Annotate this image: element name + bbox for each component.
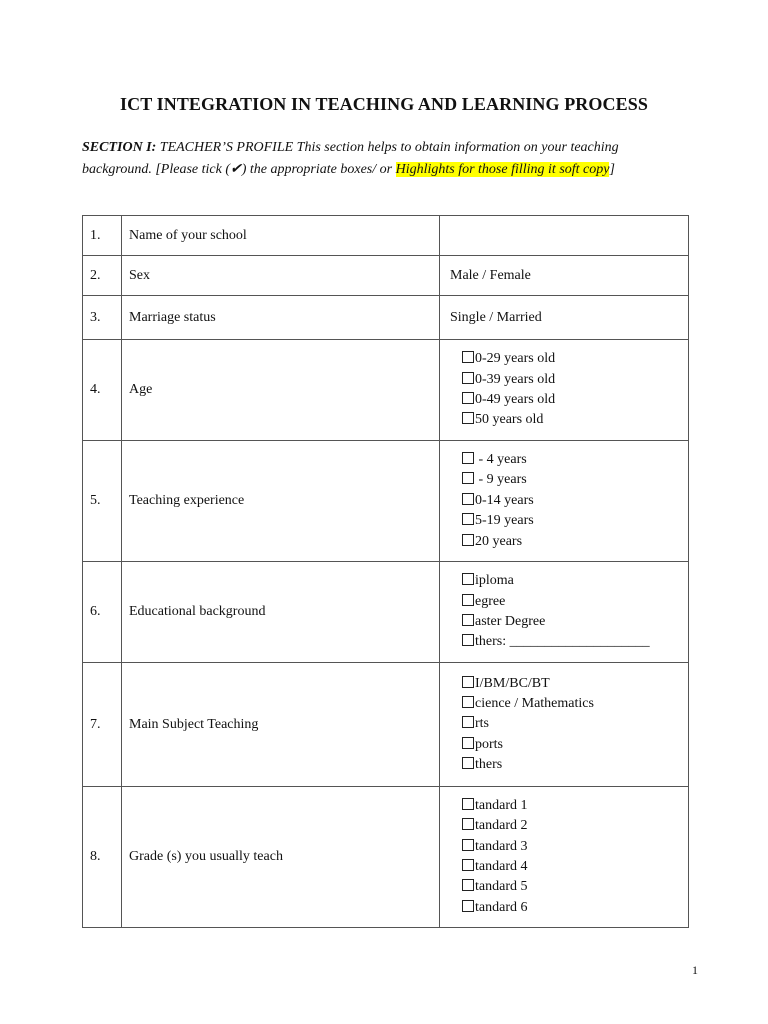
option-experience[interactable] xyxy=(462,532,688,552)
table-row xyxy=(83,340,689,441)
option-label: tandard 5 xyxy=(475,879,528,895)
option-label: I/BM/BC/BT xyxy=(475,675,550,691)
option-label: 0-29 years old xyxy=(475,351,556,367)
checkbox-icon[interactable] xyxy=(462,412,474,424)
option-label: tandard 4 xyxy=(475,859,528,874)
question-marriage-status: Marriage status xyxy=(122,296,440,340)
option-subject[interactable] xyxy=(462,735,688,755)
checkbox-icon[interactable] xyxy=(462,614,474,626)
question-sex: Sex xyxy=(122,256,440,296)
checkbox-icon[interactable] xyxy=(462,534,474,546)
option-grade[interactable] xyxy=(462,816,688,836)
section-text: TEACHER’S PROFILE This section helps to obtain information on your teaching background. [Please tick (✔) the appropriate boxes/ or xyxy=(82,140,619,177)
option-subject[interactable] xyxy=(462,714,688,734)
option-label: tandard 2 xyxy=(475,818,528,834)
checkbox-icon[interactable] xyxy=(462,676,474,688)
option-label: 5-19 years xyxy=(475,513,534,529)
option-grade[interactable] xyxy=(462,898,688,918)
option-label: iploma xyxy=(475,573,514,589)
checkbox-icon[interactable] xyxy=(462,696,474,708)
checkbox-icon[interactable] xyxy=(462,472,474,484)
option-label: thers xyxy=(475,757,503,773)
option-experience[interactable] xyxy=(462,470,688,490)
checkbox-icon[interactable] xyxy=(462,351,474,363)
option-label: egree xyxy=(475,593,506,609)
option-label: tandard 1 xyxy=(475,797,528,813)
option-age[interactable] xyxy=(462,370,688,390)
teaching-experience-options xyxy=(440,441,689,562)
school-name-answer[interactable] xyxy=(440,216,689,256)
checkbox-icon[interactable] xyxy=(462,879,474,891)
age-options xyxy=(440,340,689,441)
checkbox-icon[interactable] xyxy=(462,859,474,871)
question-teaching-experience: Teaching experience xyxy=(122,441,440,562)
main-subject-options xyxy=(440,663,689,787)
option-subject[interactable] xyxy=(462,674,688,694)
table-row xyxy=(83,562,689,663)
option-education[interactable] xyxy=(462,592,688,612)
checkbox-icon[interactable] xyxy=(462,594,474,606)
sex-answer[interactable]: Male / Female xyxy=(440,256,689,296)
option-education[interactable] xyxy=(462,632,688,652)
option-subject[interactable] xyxy=(462,755,688,775)
option-label: cience / Mathematics xyxy=(475,695,594,711)
table-row xyxy=(83,256,689,296)
highlight-note: Highlights for those filling it soft copy xyxy=(395,162,610,177)
question-age: Age xyxy=(122,340,440,441)
question-grade: Grade (s) you usually teach xyxy=(122,787,440,928)
checkbox-icon[interactable] xyxy=(462,392,474,404)
option-education[interactable] xyxy=(462,571,688,591)
checkbox-icon[interactable] xyxy=(462,798,474,810)
row-number: 3. xyxy=(83,296,122,340)
question-educational-background: Educational background xyxy=(122,562,440,663)
table-row xyxy=(83,296,689,340)
row-number: 6. xyxy=(83,562,122,663)
row-number: 5. xyxy=(83,441,122,562)
option-label: 50 years old xyxy=(475,412,544,428)
checkbox-icon[interactable] xyxy=(462,839,474,851)
marriage-status-answer[interactable]: Single / Married xyxy=(440,296,689,340)
section-label: SECTION I: xyxy=(82,140,157,155)
option-label: ports xyxy=(475,736,503,752)
section-intro xyxy=(82,137,682,181)
option-label: thers: ____________________ xyxy=(475,634,650,650)
option-age[interactable] xyxy=(462,349,688,369)
option-label: 0-49 years old xyxy=(475,392,556,407)
checkbox-icon[interactable] xyxy=(462,513,474,525)
option-label: tandard 6 xyxy=(475,899,528,915)
checkbox-icon[interactable] xyxy=(462,737,474,749)
grade-options xyxy=(440,787,689,928)
row-number: 1. xyxy=(83,216,122,256)
checkbox-icon[interactable] xyxy=(462,634,474,646)
checkbox-icon[interactable] xyxy=(462,900,474,912)
option-grade[interactable] xyxy=(462,837,688,857)
option-label: aster Degree xyxy=(475,614,546,629)
table-row xyxy=(83,663,689,787)
teacher-profile-table xyxy=(82,215,689,928)
option-age[interactable] xyxy=(462,410,688,430)
checkbox-icon[interactable] xyxy=(462,818,474,830)
checkbox-icon[interactable] xyxy=(462,452,474,464)
option-label: 20 years xyxy=(475,533,523,549)
checkbox-icon[interactable] xyxy=(462,372,474,384)
row-number: 8. xyxy=(83,787,122,928)
row-number: 7. xyxy=(83,663,122,787)
option-age[interactable] xyxy=(462,390,688,410)
page-number: 1 xyxy=(692,963,698,977)
row-number: 4. xyxy=(83,340,122,441)
option-label: - 4 years xyxy=(475,452,527,468)
option-experience[interactable] xyxy=(462,491,688,511)
document-title: ICT INTEGRATION IN TEACHING AND LEARNING PROCESS xyxy=(120,94,648,114)
option-education[interactable] xyxy=(462,612,688,632)
section-end: ] xyxy=(609,162,615,177)
option-experience[interactable] xyxy=(462,450,688,470)
checkbox-icon[interactable] xyxy=(462,757,474,769)
table-row xyxy=(83,441,689,562)
checkbox-icon[interactable] xyxy=(462,493,474,505)
checkbox-icon[interactable] xyxy=(462,573,474,585)
question-main-subject: Main Subject Teaching xyxy=(122,663,440,787)
option-label: 0-39 years old xyxy=(475,371,556,387)
option-grade[interactable] xyxy=(462,857,688,877)
table-row xyxy=(83,216,689,256)
row-number: 2. xyxy=(83,256,122,296)
option-label: rts xyxy=(475,716,489,732)
option-label: tandard 3 xyxy=(475,838,528,854)
option-label: - 9 years xyxy=(475,472,527,488)
educational-background-options xyxy=(440,562,689,663)
option-subject[interactable] xyxy=(462,694,688,714)
checkbox-icon[interactable] xyxy=(462,716,474,728)
option-grade[interactable] xyxy=(462,796,688,816)
option-experience[interactable] xyxy=(462,511,688,531)
option-label: 0-14 years xyxy=(475,492,534,508)
option-grade[interactable] xyxy=(462,877,688,897)
table-row xyxy=(83,787,689,928)
question-school-name: Name of your school xyxy=(122,216,440,256)
